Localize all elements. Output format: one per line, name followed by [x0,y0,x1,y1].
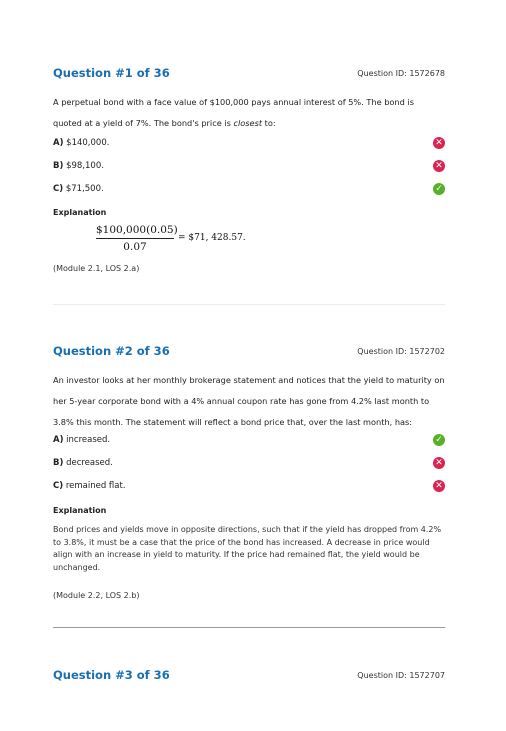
option-c[interactable]: C) $71,500. ✓ [53,184,445,198]
question-title: Question #3 of 36 [53,668,170,682]
formula-denominator: 0.07 [123,241,147,253]
x-circle-icon: ✕ [433,137,445,149]
module-reference: (Module 2.2, LOS 2.b) [53,591,140,600]
x-circle-icon: ✕ [433,457,445,469]
question-title: Question #2 of 36 [53,344,170,358]
question-stem: An investor looks at her monthly brokerage statement and notices that the yield to maturity on her 5-year corporate bond with a 4% annual coupon rate has gone from 4.2% last month to 3.8% this month. The statement will reflect a bond price that, over the last month, has: [53,375,445,427]
question-id: Question ID: 1572678 [357,69,445,78]
formula-fraction [96,224,178,253]
x-circle-icon: ✕ [433,480,445,492]
check-circle-icon: ✓ [433,434,445,446]
option-c[interactable]: C) remained flat. ✕ [53,481,445,495]
divider [53,304,445,305]
question-header [53,668,445,688]
explanation-heading: Explanation [53,506,107,515]
question-id: Question ID: 1572702 [357,347,445,356]
question-header [53,66,445,86]
option-a[interactable]: A) $140,000. ✕ [53,138,445,152]
divider [53,627,445,628]
check-circle-icon: ✓ [433,183,445,195]
option-a[interactable]: A) increased. ✓ [53,435,445,449]
option-b[interactable]: B) decreased. ✕ [53,458,445,472]
question-header [53,344,445,364]
option-b[interactable]: B) $98,100. ✕ [53,161,445,175]
module-reference: (Module 2.1, LOS 2.a) [53,264,140,273]
formula-result: = $71, 428.57. [178,233,246,243]
explanation-text: Bond prices and yields move in opposite directions, such that if the yield has dropped from 4.2% to 3.8%, it must be a case that the price of the bond has increased. A decrease in price would align with an increase in yield to maturity. If the price had remained flat, the yield would be unchanged. [53,525,442,572]
x-circle-icon: ✕ [433,160,445,172]
explanation-heading: Explanation [53,208,107,217]
question-title: Question #1 of 36 [53,66,170,80]
question-stem: A perpetual bond with a face value of $100,000 pays annual interest of 5%. The bond is quoted at a yield of 7%. The bond's price is closest to: [53,97,414,128]
question-id: Question ID: 1572707 [357,671,445,680]
formula-numerator: $100,000(0.05) [96,224,174,239]
